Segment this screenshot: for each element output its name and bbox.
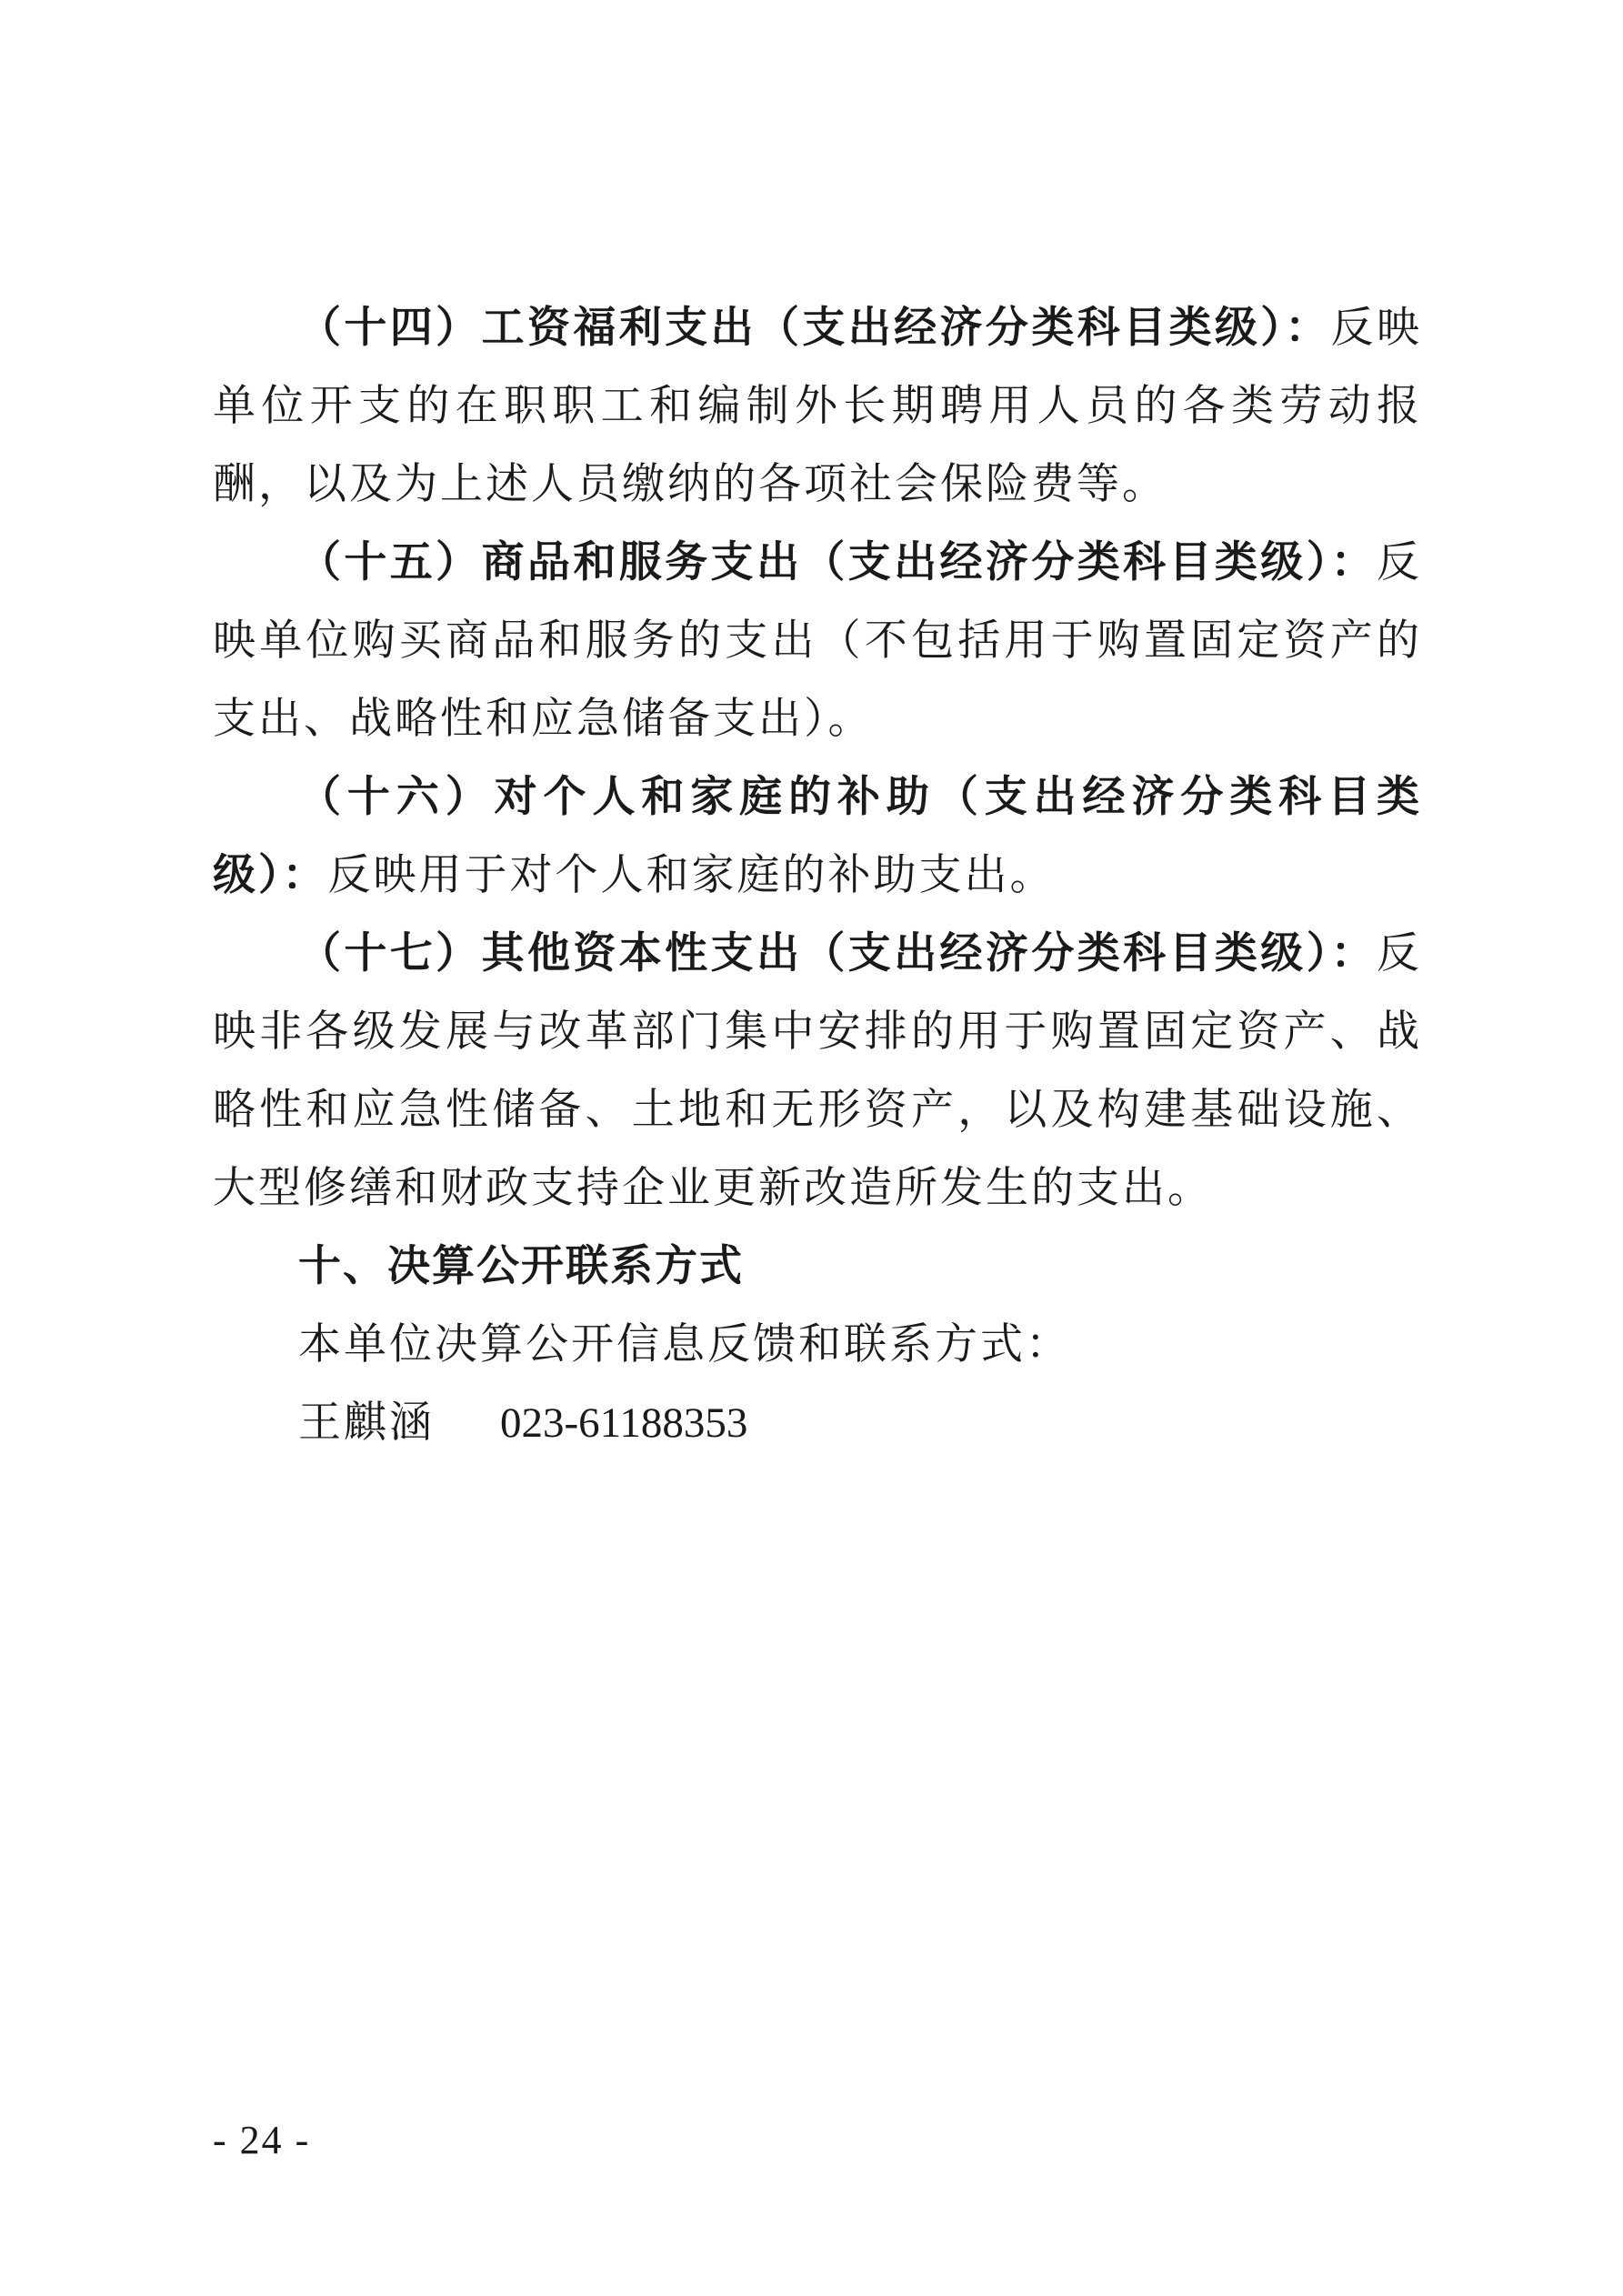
paragraph-household-subsidy xyxy=(213,758,1422,915)
paragraph-text: 反映单位购买商品和服务的支出（不包括用于购置固定资产的支出、战略性和应急储备支出）。 xyxy=(213,537,1422,744)
paragraph-text: 反映单位开支的在职职工和编制外长期聘用人员的各类劳动报酬，以及为上述人员缴纳的各项社会保险费等。 xyxy=(213,303,1423,509)
paragraph-text: 反映非各级发展与改革部门集中安排的用于购置固定资产、战略性和应急性储备、土地和无形资产，以及构建基础设施、大型修缮和财政支持企业更新改造所发生的支出。 xyxy=(213,928,1422,1213)
contact-intro: 本单位决算公开信息反馈和联系方式： xyxy=(298,1319,1071,1369)
contact-name: 王麒涵 xyxy=(298,1398,435,1448)
contact-phone: 023-61188353 xyxy=(500,1399,748,1447)
paragraph-term: （十五）商品和服务支出（支出经济分类科目类级）： xyxy=(298,537,1377,587)
contact-line xyxy=(213,1384,1422,1462)
paragraph-other-capital xyxy=(213,915,1422,1228)
paragraph-goods-services xyxy=(213,524,1422,758)
paragraph-wage-welfare xyxy=(213,289,1422,524)
page-number: - 24 - xyxy=(213,2118,311,2162)
paragraph-term: （十六）对个人和家庭的补助（支出经济分类科目类级）： xyxy=(213,772,1422,900)
paragraph-text: 反映用于对个人和家庭的补助支出。 xyxy=(327,850,1056,900)
paragraph-term: （十七）其他资本性支出（支出经济分类科目类级）： xyxy=(298,928,1377,978)
document-body xyxy=(213,289,1422,1462)
paragraph-term: （十四）工资福利支出（支出经济分类科目类级）： xyxy=(298,303,1331,353)
section-heading: 十、决算公开联系方式 xyxy=(298,1241,744,1291)
